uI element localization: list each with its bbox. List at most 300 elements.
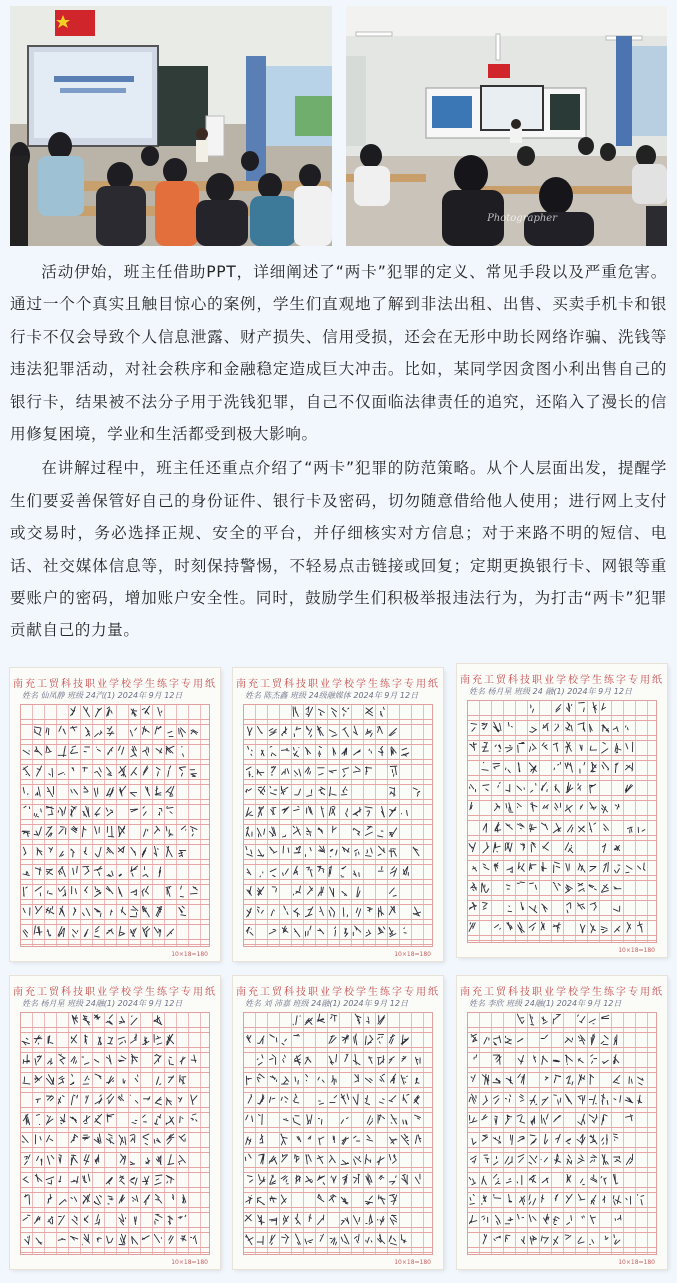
handwritten-character <box>505 1036 511 1044</box>
handwritten-character <box>554 1075 561 1083</box>
handwritten-character <box>555 803 561 810</box>
handwritten-character <box>135 1075 138 1082</box>
handwritten-character <box>625 785 632 793</box>
handwritten-character <box>58 927 64 937</box>
paragraph-prevention-strategy: 在讲解过程中，班主任还重点介绍了“两卡”犯罪的防范策略。从个人层面出发，提醒学生们要妥善保管好自己的身份证件、银行卡及密码，切勿随意借给他人使用；进行网上支付或交易时，务必选择正规、安全的平台，并仔细核实对方信息；对于来路不明的短信、电话、社交媒体信息等，时刻保持警惕，不轻易点击链接或回复；定期更换银行卡、网银等重要账户的密码，增加账户安全性。同时，鼓励学生们积极举报违法行为，为打击“两卡”犯罪贡献自己的力量。 <box>10 459 667 640</box>
handwritten-character <box>482 743 488 752</box>
handwritten-character <box>307 828 312 836</box>
handwritten-character <box>554 1237 558 1245</box>
handwritten-character <box>589 724 592 732</box>
handwritten-character <box>154 1234 161 1242</box>
essay-sheet-header: 南充工贸科技职业学校学生练字专用纸 <box>460 675 664 686</box>
handwritten-character <box>95 926 100 937</box>
handwritten-character <box>353 1216 359 1225</box>
handwritten-character <box>390 867 396 877</box>
handwritten-character <box>46 907 54 914</box>
handwritten-character <box>366 848 373 856</box>
handwritten-character <box>146 1158 150 1164</box>
handwritten-character <box>272 887 276 892</box>
handwritten-character <box>591 1175 597 1182</box>
handwritten-character <box>494 863 498 871</box>
handwritten-character <box>613 1076 620 1084</box>
handwritten-character <box>34 926 42 935</box>
handwritten-character <box>369 749 372 753</box>
handwritten-character <box>379 1175 384 1179</box>
handwritten-character <box>529 1195 536 1205</box>
handwritten-character <box>625 763 632 771</box>
handwritten-character <box>506 803 513 812</box>
handwritten-character <box>553 923 560 933</box>
handwritten-character <box>353 807 361 816</box>
handwritten-character <box>144 1195 150 1205</box>
handwritten-character <box>495 1215 500 1225</box>
handwritten-character <box>143 766 148 775</box>
handwritten-character <box>389 1057 394 1063</box>
handwritten-character <box>510 1135 512 1145</box>
handwritten-character <box>335 927 336 936</box>
handwritten-character <box>614 1096 621 1103</box>
handwritten-character <box>36 1115 39 1125</box>
handwritten-character <box>567 825 573 832</box>
handwritten-character <box>578 1237 584 1243</box>
handwritten-character <box>590 1135 597 1144</box>
handwritten-character <box>483 1234 487 1244</box>
handwritten-character <box>181 1235 186 1241</box>
handwritten-character <box>178 1098 182 1103</box>
handwritten-character <box>494 1174 501 1184</box>
handwritten-character <box>281 748 289 751</box>
handwritten-character <box>130 1095 138 1103</box>
handwritten-character <box>542 1097 548 1105</box>
handwritten-character <box>95 1114 102 1124</box>
handwritten-character <box>517 803 521 807</box>
handwritten-character <box>329 787 336 796</box>
handwritten-character <box>270 1035 277 1042</box>
handwriting-strokes <box>467 1012 657 1255</box>
photo-row <box>10 6 667 246</box>
handwritten-character <box>483 824 487 833</box>
handwritten-character <box>293 886 300 895</box>
handwritten-character <box>46 746 51 753</box>
handwritten-character <box>257 770 264 776</box>
handwritten-character <box>168 766 171 776</box>
handwritten-character <box>602 742 608 753</box>
handwritten-character <box>296 1175 301 1183</box>
handwritten-character <box>143 747 149 756</box>
handwritten-character <box>49 768 53 777</box>
handwritten-character <box>567 903 571 913</box>
handwritten-character <box>35 1056 42 1065</box>
handwritten-character <box>179 906 186 916</box>
handwritten-character <box>258 1036 265 1044</box>
handwritten-character <box>530 1236 536 1244</box>
essay-sheet-meta: 姓名 仙凤静 班级 24汽(1) 2024年 9月 12日 <box>22 691 183 700</box>
handwritten-character <box>615 1215 621 1220</box>
handwritten-character <box>531 784 536 793</box>
handwritten-character <box>469 1177 476 1184</box>
handwritten-character <box>23 1177 28 1183</box>
handwritten-character <box>401 1075 407 1084</box>
handwritten-character <box>613 1196 621 1205</box>
handwritten-character <box>294 929 300 937</box>
handwritten-character <box>566 722 573 731</box>
handwritten-character <box>169 1236 173 1244</box>
handwritten-character <box>261 750 264 756</box>
handwritten-character <box>382 807 385 817</box>
handwritten-character <box>509 1194 512 1202</box>
handwritten-character <box>615 744 621 753</box>
handwritten-character <box>95 1215 100 1225</box>
handwritten-character <box>158 707 162 716</box>
handwritten-character <box>484 1037 489 1044</box>
handwritten-character <box>111 910 113 915</box>
handwritten-character <box>35 868 41 875</box>
handwritten-character <box>282 807 289 813</box>
handwritten-character <box>73 866 78 874</box>
handwritten-character <box>318 929 324 934</box>
handwritten-character <box>602 1060 608 1063</box>
handwritten-character <box>567 703 572 711</box>
handwritten-character <box>365 826 372 835</box>
handwritten-character <box>72 1216 77 1224</box>
handwritten-character <box>506 885 510 889</box>
handwritten-character <box>495 822 501 832</box>
handwritten-character <box>257 1236 263 1244</box>
handwritten-character <box>307 806 313 814</box>
handwritten-character <box>390 1215 397 1224</box>
handwriting-strokes <box>243 1012 433 1255</box>
handwritten-character <box>626 866 632 873</box>
handwritten-character <box>156 749 162 753</box>
handwritten-character <box>130 809 138 812</box>
handwritten-character <box>283 1118 288 1120</box>
handwritten-character <box>578 1194 585 1200</box>
handwritten-character <box>566 1095 572 1105</box>
handwritten-character <box>155 1175 162 1185</box>
handwritten-character <box>542 1017 547 1024</box>
handwritten-character <box>471 883 477 891</box>
handwritten-character <box>107 767 112 775</box>
handwritten-character <box>578 903 585 909</box>
handwritten-character <box>498 783 500 788</box>
handwritten-character <box>329 866 331 876</box>
handwritten-character <box>472 1138 476 1144</box>
handwritten-character <box>120 1176 125 1184</box>
handwritten-character <box>142 886 148 896</box>
handwritten-character <box>343 728 349 737</box>
handwritten-character <box>58 867 65 877</box>
handwritten-character <box>367 1116 372 1125</box>
handwritten-character <box>590 803 596 810</box>
handwritten-character <box>108 1196 113 1204</box>
handwritten-character <box>331 708 336 717</box>
handwritten-character <box>567 1076 573 1085</box>
handwritten-character <box>602 1134 608 1144</box>
handwritten-character <box>566 863 569 871</box>
handwritten-character <box>577 1134 585 1144</box>
handwritten-character <box>247 908 252 917</box>
handwritten-character <box>556 705 561 712</box>
handwritten-character <box>625 1097 633 1102</box>
handwritten-character <box>191 1055 196 1062</box>
handwritten-character <box>294 1035 300 1036</box>
handwritten-character <box>378 867 383 872</box>
handwritten-character <box>615 865 620 873</box>
handwritten-character <box>95 847 101 857</box>
handwritten-character <box>295 1077 298 1084</box>
handwritten-character <box>95 808 100 817</box>
handwritten-character <box>95 708 101 717</box>
handwritten-character <box>159 867 161 877</box>
handwritten-character <box>329 1155 335 1162</box>
handwritten-character <box>329 907 335 917</box>
handwritten-character <box>366 767 372 775</box>
handwritten-character <box>495 925 501 930</box>
handwritten-character <box>167 929 174 936</box>
handwritten-character <box>37 848 42 855</box>
handwritten-character <box>308 1136 311 1139</box>
handwritten-character <box>615 926 620 932</box>
handwritten-character <box>84 747 89 752</box>
handwritten-character <box>22 1136 28 1143</box>
handwritten-character <box>305 1239 313 1244</box>
handwritten-character <box>518 1214 524 1219</box>
handwritten-character <box>118 1094 123 1100</box>
handwritten-character <box>529 1175 536 1182</box>
handwritten-character <box>591 1195 596 1204</box>
handwritten-character <box>329 1036 336 1044</box>
handwritten-character <box>342 847 349 852</box>
handwritten-character <box>534 1056 536 1062</box>
handwritten-character <box>367 1017 369 1024</box>
handwritten-character <box>318 866 324 872</box>
handwritten-character <box>580 745 582 751</box>
handwritten-character <box>341 1197 348 1204</box>
handwritten-character <box>84 1216 88 1223</box>
handwritten-character <box>365 1196 372 1205</box>
handwritten-character <box>131 866 138 876</box>
handwritten-character <box>390 1195 397 1205</box>
handwritten-character <box>366 729 373 736</box>
handwritten-character <box>166 887 171 897</box>
handwritten-character <box>24 1155 30 1165</box>
handwritten-character <box>345 1054 348 1062</box>
handwritten-character <box>306 1154 311 1164</box>
handwritten-character <box>106 1055 111 1064</box>
handwritten-character <box>294 727 301 737</box>
handwritten-character <box>626 726 629 730</box>
handwritten-character <box>602 725 609 733</box>
handwritten-character <box>341 1118 348 1124</box>
handwritten-character <box>319 709 325 715</box>
handwritten-character <box>579 703 585 712</box>
handwritten-character <box>191 1236 197 1244</box>
handwritten-character <box>626 1114 633 1120</box>
handwritten-character <box>247 1035 251 1042</box>
essay-sheet <box>233 668 443 961</box>
handwritten-character <box>638 1095 642 1103</box>
handwritten-character <box>318 726 324 736</box>
handwritten-character <box>84 847 87 854</box>
handwritten-character <box>107 727 114 736</box>
paragraph-activity-intro: 活动伊始，班主任借助PPT，详细阐述了“两卡”犯罪的定义、常见手段以及严重危害。通过一个个真实且触目惊心的案例，学生们直观地了解到非法出租、出售、买卖手机卡和银行卡不仅会导致个人信息泄露、财产损失、信用受损，还会在无形中助长网络诈骗、洗钱等违法犯罪活动，对社会秩序和金融稳定造成巨大冲击。比如，某同学因贪图小利出售自己的银行卡，结果被不法分子用于洗钱犯罪，自己不仅面临法律责任的追究，还陷入了漫长的信用修复困境，学业和生活都受到极大影响。 <box>10 263 667 444</box>
handwritten-character <box>246 1076 251 1085</box>
handwritten-character <box>578 1035 585 1044</box>
handwritten-character <box>541 1035 547 1039</box>
handwritten-character <box>258 1094 264 1104</box>
handwritten-character <box>389 1176 396 1184</box>
handwritten-character <box>59 1155 61 1163</box>
handwritten-character <box>517 1115 525 1123</box>
handwritten-character <box>320 907 324 916</box>
handwriting-strokes <box>467 700 657 943</box>
handwritten-character <box>155 1097 161 1105</box>
handwritten-character <box>71 1035 76 1043</box>
handwritten-character <box>60 1114 65 1124</box>
handwritten-character <box>35 887 41 896</box>
handwritten-character <box>269 1156 277 1164</box>
handwritten-character <box>258 1215 265 1225</box>
handwritten-character <box>179 767 186 776</box>
handwritten-character <box>341 866 346 877</box>
handwritten-character <box>106 1076 113 1084</box>
handwritten-character <box>306 726 311 737</box>
handwritten-character <box>342 748 347 756</box>
handwritten-character <box>601 1176 606 1184</box>
handwritten-character <box>590 746 596 750</box>
handwritten-character <box>95 908 102 916</box>
handwritten-character <box>119 927 125 937</box>
handwritten-character <box>470 802 472 809</box>
handwritten-character <box>390 1137 397 1144</box>
handwritten-character <box>106 1134 114 1144</box>
handwritten-character <box>369 1056 373 1063</box>
handwritten-character <box>343 1175 348 1185</box>
handwritten-character <box>120 1154 126 1164</box>
handwritten-character <box>258 786 265 794</box>
handwritten-character <box>541 1158 547 1162</box>
handwritten-character <box>541 823 547 830</box>
essay-sheet-meta: 姓名 杨月星 班级 24融(1) 2024年 9月 12日 <box>22 999 183 1008</box>
handwritten-character <box>22 1038 30 1045</box>
handwritten-character <box>307 867 313 877</box>
handwritten-character <box>246 927 253 935</box>
handwritten-character <box>143 867 148 877</box>
handwritten-character <box>270 1175 276 1184</box>
handwritten-character <box>505 1115 511 1124</box>
handwritten-character <box>181 826 186 830</box>
handwritten-character <box>70 1117 76 1123</box>
handwritten-character <box>590 1155 596 1163</box>
handwritten-character <box>341 1094 349 1104</box>
handwritten-character <box>72 886 77 893</box>
handwritten-character <box>82 1057 89 1064</box>
classroom-photo-left <box>10 6 332 246</box>
handwritten-character <box>342 1035 349 1043</box>
handwritten-character <box>307 886 312 894</box>
handwritten-character <box>413 788 420 796</box>
handwritten-character <box>132 1120 137 1123</box>
handwritten-character <box>95 827 100 834</box>
handwritten-character <box>281 1176 288 1184</box>
handwritten-character <box>415 1174 420 1184</box>
handwritten-character <box>365 1155 371 1164</box>
handwritten-character <box>541 922 544 930</box>
handwritten-character <box>378 907 384 918</box>
handwritten-character <box>602 1094 608 1105</box>
handwritten-character <box>166 746 174 754</box>
handwritten-character <box>257 907 263 913</box>
handwritten-character <box>469 923 475 932</box>
handwritten-character <box>306 847 312 856</box>
handwritten-character <box>566 782 573 792</box>
handwritten-character <box>401 1035 409 1045</box>
handwritten-character <box>378 1016 385 1025</box>
handwritten-character <box>48 1194 52 1203</box>
handwritten-character <box>284 906 288 915</box>
handwritten-character <box>494 1036 501 1045</box>
handwritten-character <box>602 1155 608 1165</box>
handwritten-character <box>494 804 499 811</box>
handwritten-character <box>72 1015 77 1024</box>
handwritten-character <box>602 762 609 770</box>
handwritten-character <box>333 748 336 756</box>
handwritten-character <box>119 826 125 837</box>
handwritten-character <box>84 929 88 936</box>
handwritten-character <box>281 1134 287 1145</box>
handwritten-character <box>83 1115 90 1123</box>
handwritten-character <box>482 723 487 729</box>
handwritten-character <box>346 809 348 817</box>
handwritten-character <box>131 928 137 937</box>
handwritten-character <box>85 887 88 893</box>
handwritten-character <box>628 827 633 833</box>
handwritten-character <box>120 1017 125 1024</box>
handwritten-character <box>542 1056 548 1065</box>
handwritten-character <box>581 1179 585 1185</box>
article-body <box>10 256 667 649</box>
handwritten-character <box>378 927 385 934</box>
essay-sheet-footer: 10×18=180 <box>394 951 431 958</box>
handwritten-character <box>519 1196 524 1205</box>
handwritten-character <box>60 906 65 916</box>
handwritten-character <box>120 786 126 796</box>
handwritten-character <box>389 906 395 915</box>
handwritten-character <box>469 843 475 852</box>
handwritten-character <box>329 1054 337 1064</box>
handwritten-character <box>130 906 138 917</box>
handwritten-character <box>343 908 347 917</box>
handwritten-character <box>168 1155 174 1165</box>
handwritten-character <box>71 1056 76 1063</box>
handwritten-character <box>71 1095 77 1105</box>
handwritten-character <box>246 767 253 777</box>
handwritten-character <box>83 1076 89 1084</box>
handwritten-character <box>483 1096 488 1105</box>
handwritten-character <box>293 707 298 717</box>
handwritten-character <box>390 807 396 816</box>
handwritten-character <box>319 746 322 756</box>
handwritten-character <box>142 906 149 917</box>
handwritten-character <box>319 787 325 795</box>
handwritten-character <box>505 745 512 752</box>
handwritten-character <box>36 1099 41 1103</box>
handwritten-character <box>380 1074 385 1082</box>
handwritten-character <box>378 1115 385 1124</box>
handwritten-character <box>508 906 512 912</box>
handwritten-character <box>295 1154 299 1162</box>
handwritten-character <box>107 1094 114 1104</box>
